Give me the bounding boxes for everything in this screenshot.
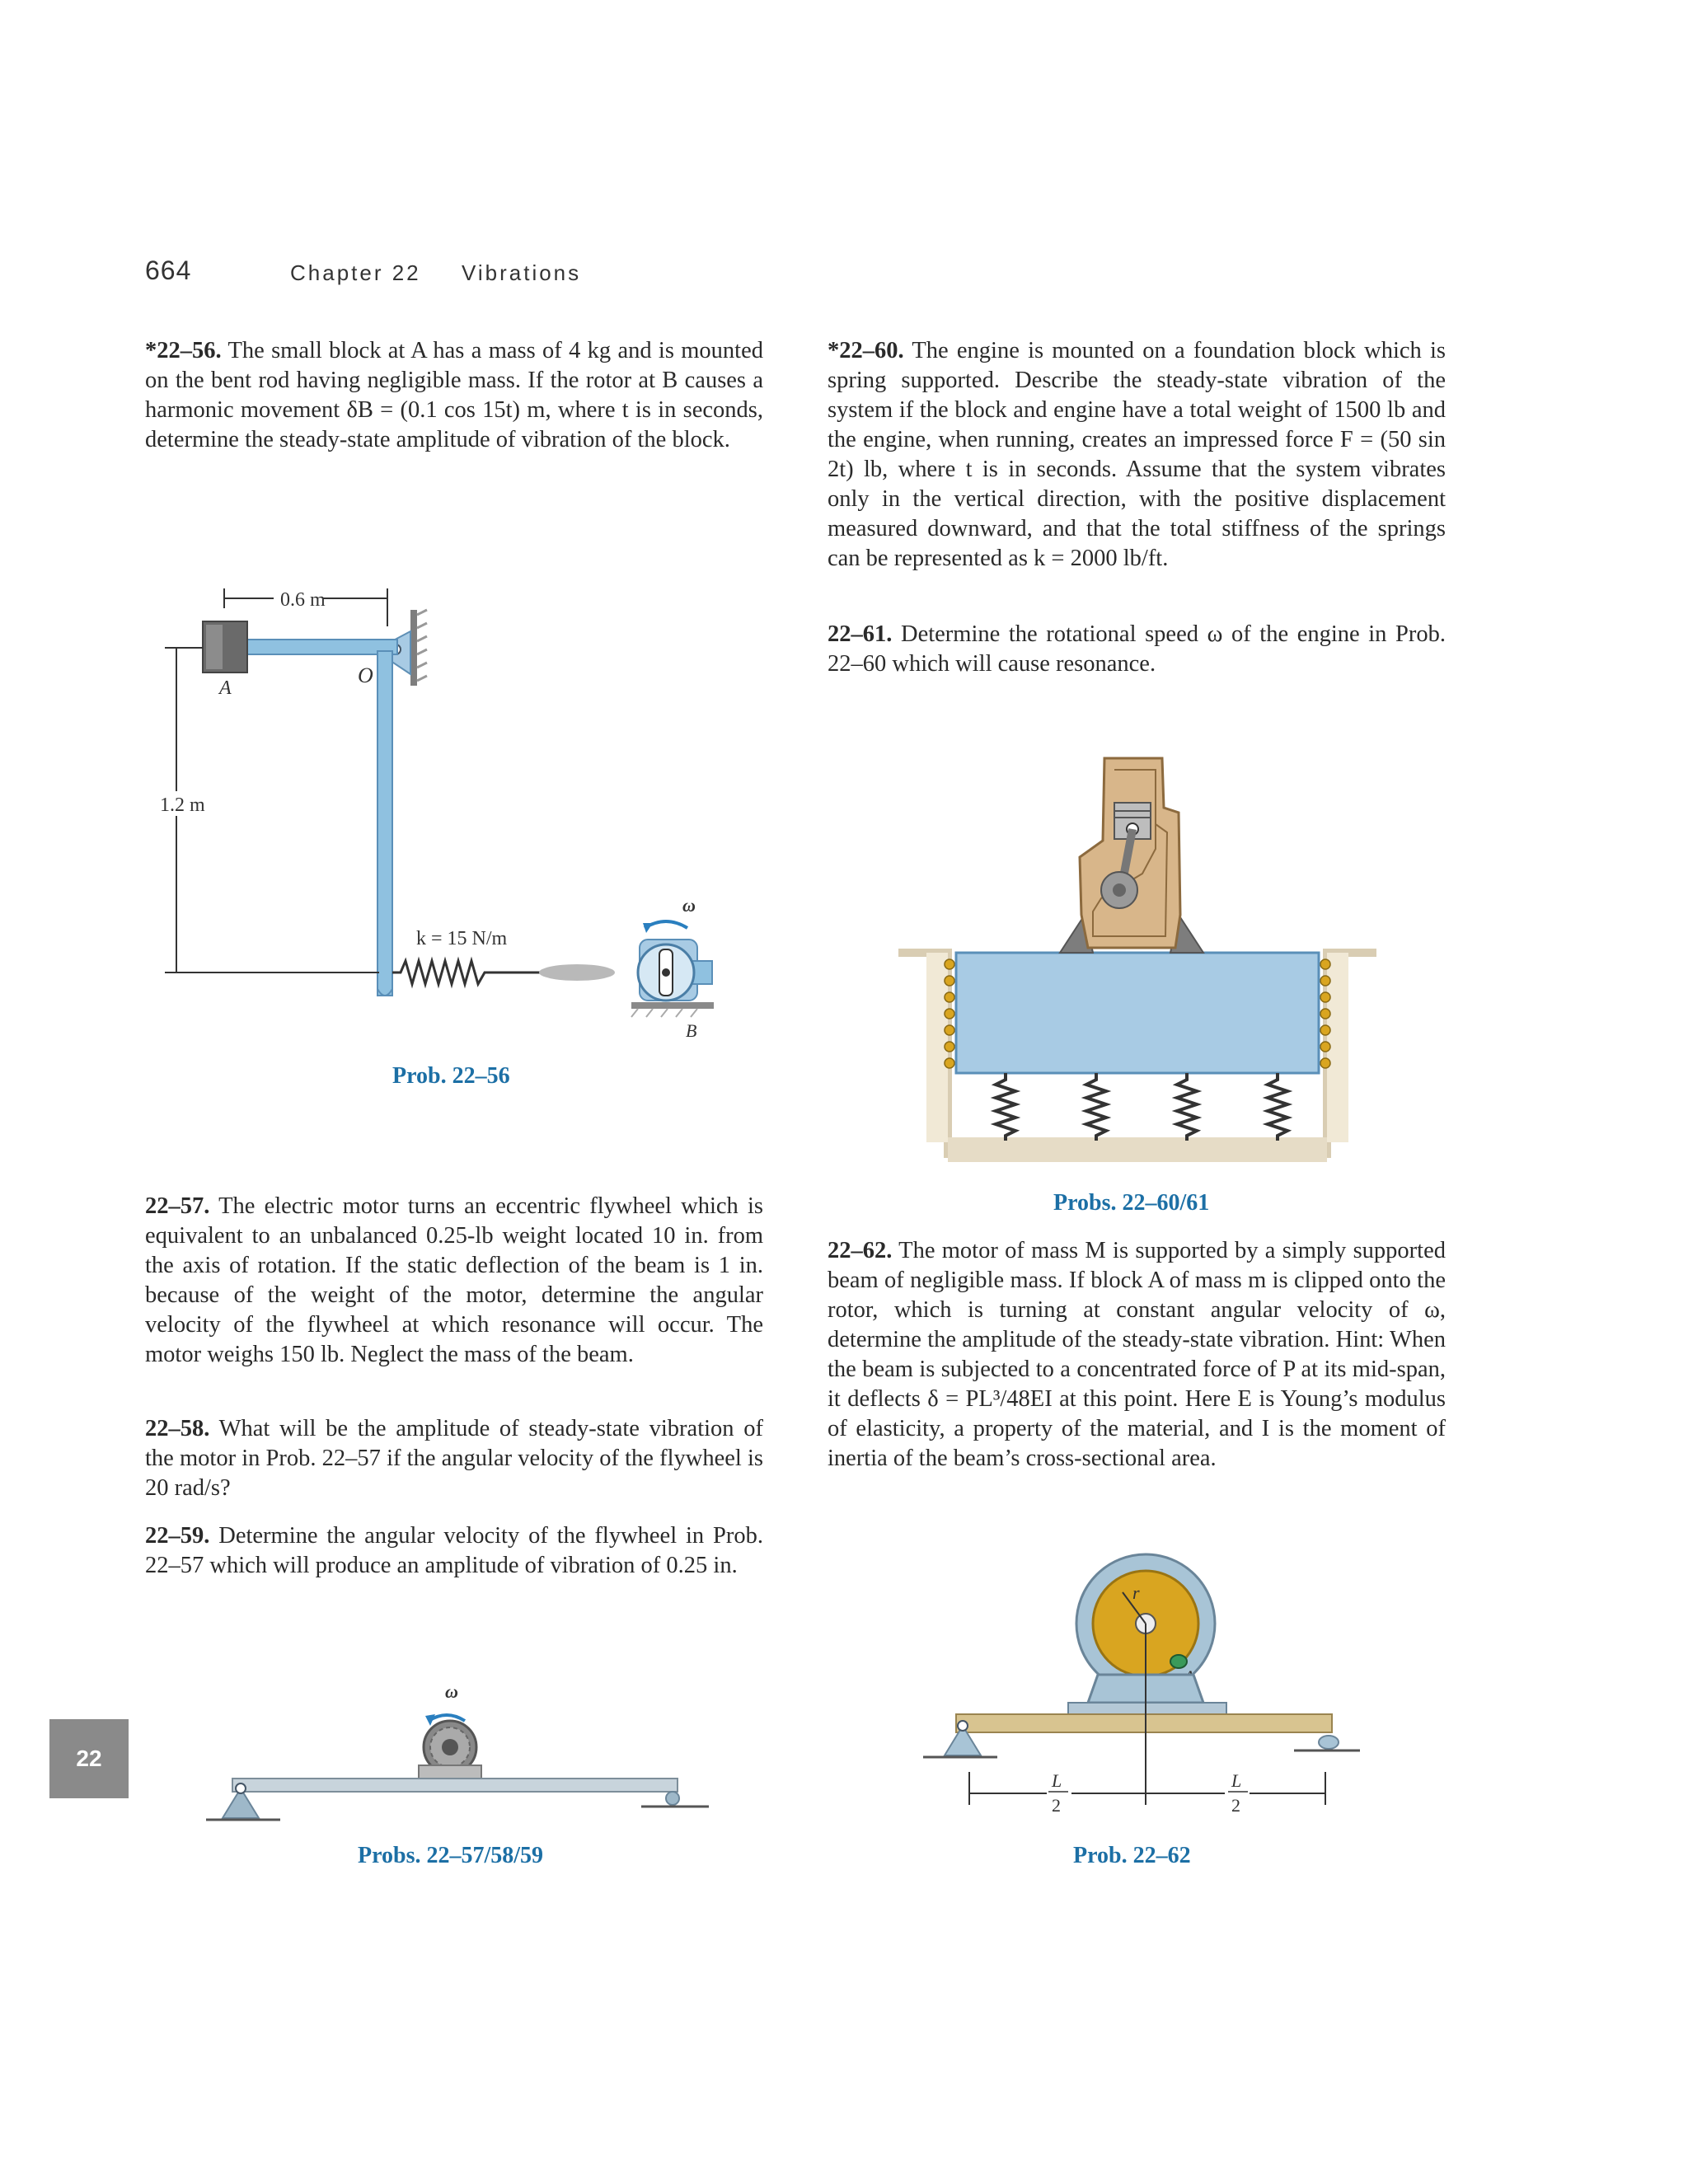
- horizontal-arm: [241, 640, 397, 654]
- caption-prob-22-56: Prob. 22–56: [392, 1063, 510, 1089]
- page-number: 664: [145, 255, 192, 285]
- half-span-right-denominator: 2: [1231, 1795, 1240, 1816]
- pit-floor: [948, 1137, 1327, 1162]
- chapter-label: Chapter 22: [290, 260, 421, 285]
- problem-22-61: [828, 620, 1446, 679]
- caption-probs-22-60-61: Probs. 22–60/61: [1053, 1190, 1210, 1216]
- figure-22-57-58-59: [190, 1673, 725, 1838]
- half-span-left-numerator: L: [1052, 1770, 1062, 1791]
- section-title: Vibrations: [462, 260, 582, 285]
- dimension-label-0-6m: 0.6 m: [280, 589, 326, 611]
- motor-base: [1068, 1703, 1226, 1714]
- caption-probs-22-57-58-59: Probs. 22–57/58/59: [358, 1843, 544, 1868]
- problem-text: The motor of mass M is supported by a simply supported beam of negligible mass. If block A of mass m is clipped onto the rotor, which is turning at constant angular velocity of ω, determine the amplitude of the steady-state vibration. Hint: When the beam is subjected to a concentrated force of P at its mid-span, it deflects δ = PL³/48EI at this point. Here E is Young’s modulus of elasticity, a property of the material, and I is the moment of inertia of the beam’s cross-sectional area.: [828, 1238, 1446, 1471]
- problem-text: Determine the rotational speed ω of the engine in Prob. 22–60 which will cause resonance.: [828, 621, 1447, 677]
- problem-text: The small block at A has a mass of 4 kg and is mounted on the bent rod having negligible mass. If the rotor at B causes a harmonic movement δB = (0.1 cos 15t) m, where t is in seconds, determine the steady-state amplitude of vibration of the block.: [145, 338, 763, 452]
- figure-22-62: [907, 1549, 1368, 1830]
- spring: [392, 961, 544, 984]
- beam: [232, 1779, 678, 1792]
- spring-2: [1086, 1073, 1106, 1141]
- figure-22-56: [148, 577, 758, 1047]
- problem-text: Determine the angular velocity of the flywheel in Prob. 22–57 which will produce an amplitude of vibration of 0.25 in.: [145, 1523, 763, 1578]
- problem-number: 22–59.: [145, 1523, 210, 1549]
- problem-text: What will be the amplitude of steady-state vibration of the motor in Prob. 22–57 if the angular velocity of the flywheel is 20 rad/s?: [145, 1416, 763, 1501]
- label-A: A: [219, 677, 232, 699]
- roller-support: [1319, 1736, 1339, 1749]
- omega-label: ω: [682, 895, 696, 916]
- problem-22-56: [145, 336, 763, 455]
- spring-4: [1268, 1073, 1287, 1141]
- chapter-tab: 22: [49, 1719, 129, 1798]
- wall-support: [410, 610, 417, 686]
- problem-number: *22–56.: [145, 338, 222, 363]
- spring-label: k = 15 N/m: [416, 928, 508, 949]
- problem-number: 22–57.: [145, 1193, 210, 1219]
- spring-1: [996, 1073, 1015, 1141]
- problem-22-62: [828, 1236, 1446, 1474]
- problem-text: The electric motor turns an eccentric flywheel which is equivalent to an unbalanced 0.25-lb weight located 10 in. from the axis of rotation. If the static deflection of the beam is 1 in. because of the weight of the motor, determine the angular velocity of the flywheel at which resonance will occur. The motor weighs 150 lb. Neglect the mass of the beam.: [145, 1193, 763, 1367]
- problem-22-59: [145, 1521, 763, 1581]
- figure-22-60-61: [898, 750, 1376, 1179]
- half-span-right-numerator: L: [1231, 1770, 1242, 1791]
- vertical-rod: [377, 651, 392, 996]
- motor-base: [419, 1765, 481, 1779]
- problem-number: 22–61.: [828, 621, 893, 647]
- label-r: r: [1132, 1582, 1140, 1603]
- problem-22-60: [828, 336, 1446, 574]
- foundation-block: [956, 953, 1319, 1073]
- push-rod: [539, 964, 615, 981]
- label-O: O: [358, 663, 373, 687]
- beam: [956, 1714, 1332, 1732]
- problem-text: The engine is mounted on a foundation block which is spring supported. Describe the steady-state vibration of the system if the block and engine have a total weight of 1500 lb and the engine, when running, creates an impressed force F = (50 sin 2t) lb, where t is in seconds. Assume that the system vibrates only in the vertical direction, with the positive displacement measured downward, and that the total stiffness of the springs can be represented as k = 2000 lb/ft.: [828, 338, 1446, 571]
- spring-3: [1177, 1073, 1197, 1141]
- problem-22-58: [145, 1414, 763, 1503]
- problem-number: *22–60.: [828, 338, 904, 363]
- half-span-left-denominator: 2: [1052, 1795, 1061, 1816]
- roller-support: [666, 1792, 679, 1805]
- dimension-label-1-2m: 1.2 m: [160, 794, 205, 816]
- caption-prob-22-62: Prob. 22–62: [1073, 1843, 1191, 1868]
- label-B: B: [686, 1020, 697, 1041]
- problem-number: 22–62.: [828, 1238, 893, 1263]
- problem-number: 22–58.: [145, 1416, 210, 1441]
- problem-22-57: [145, 1192, 763, 1370]
- omega-label: ω: [445, 1681, 458, 1702]
